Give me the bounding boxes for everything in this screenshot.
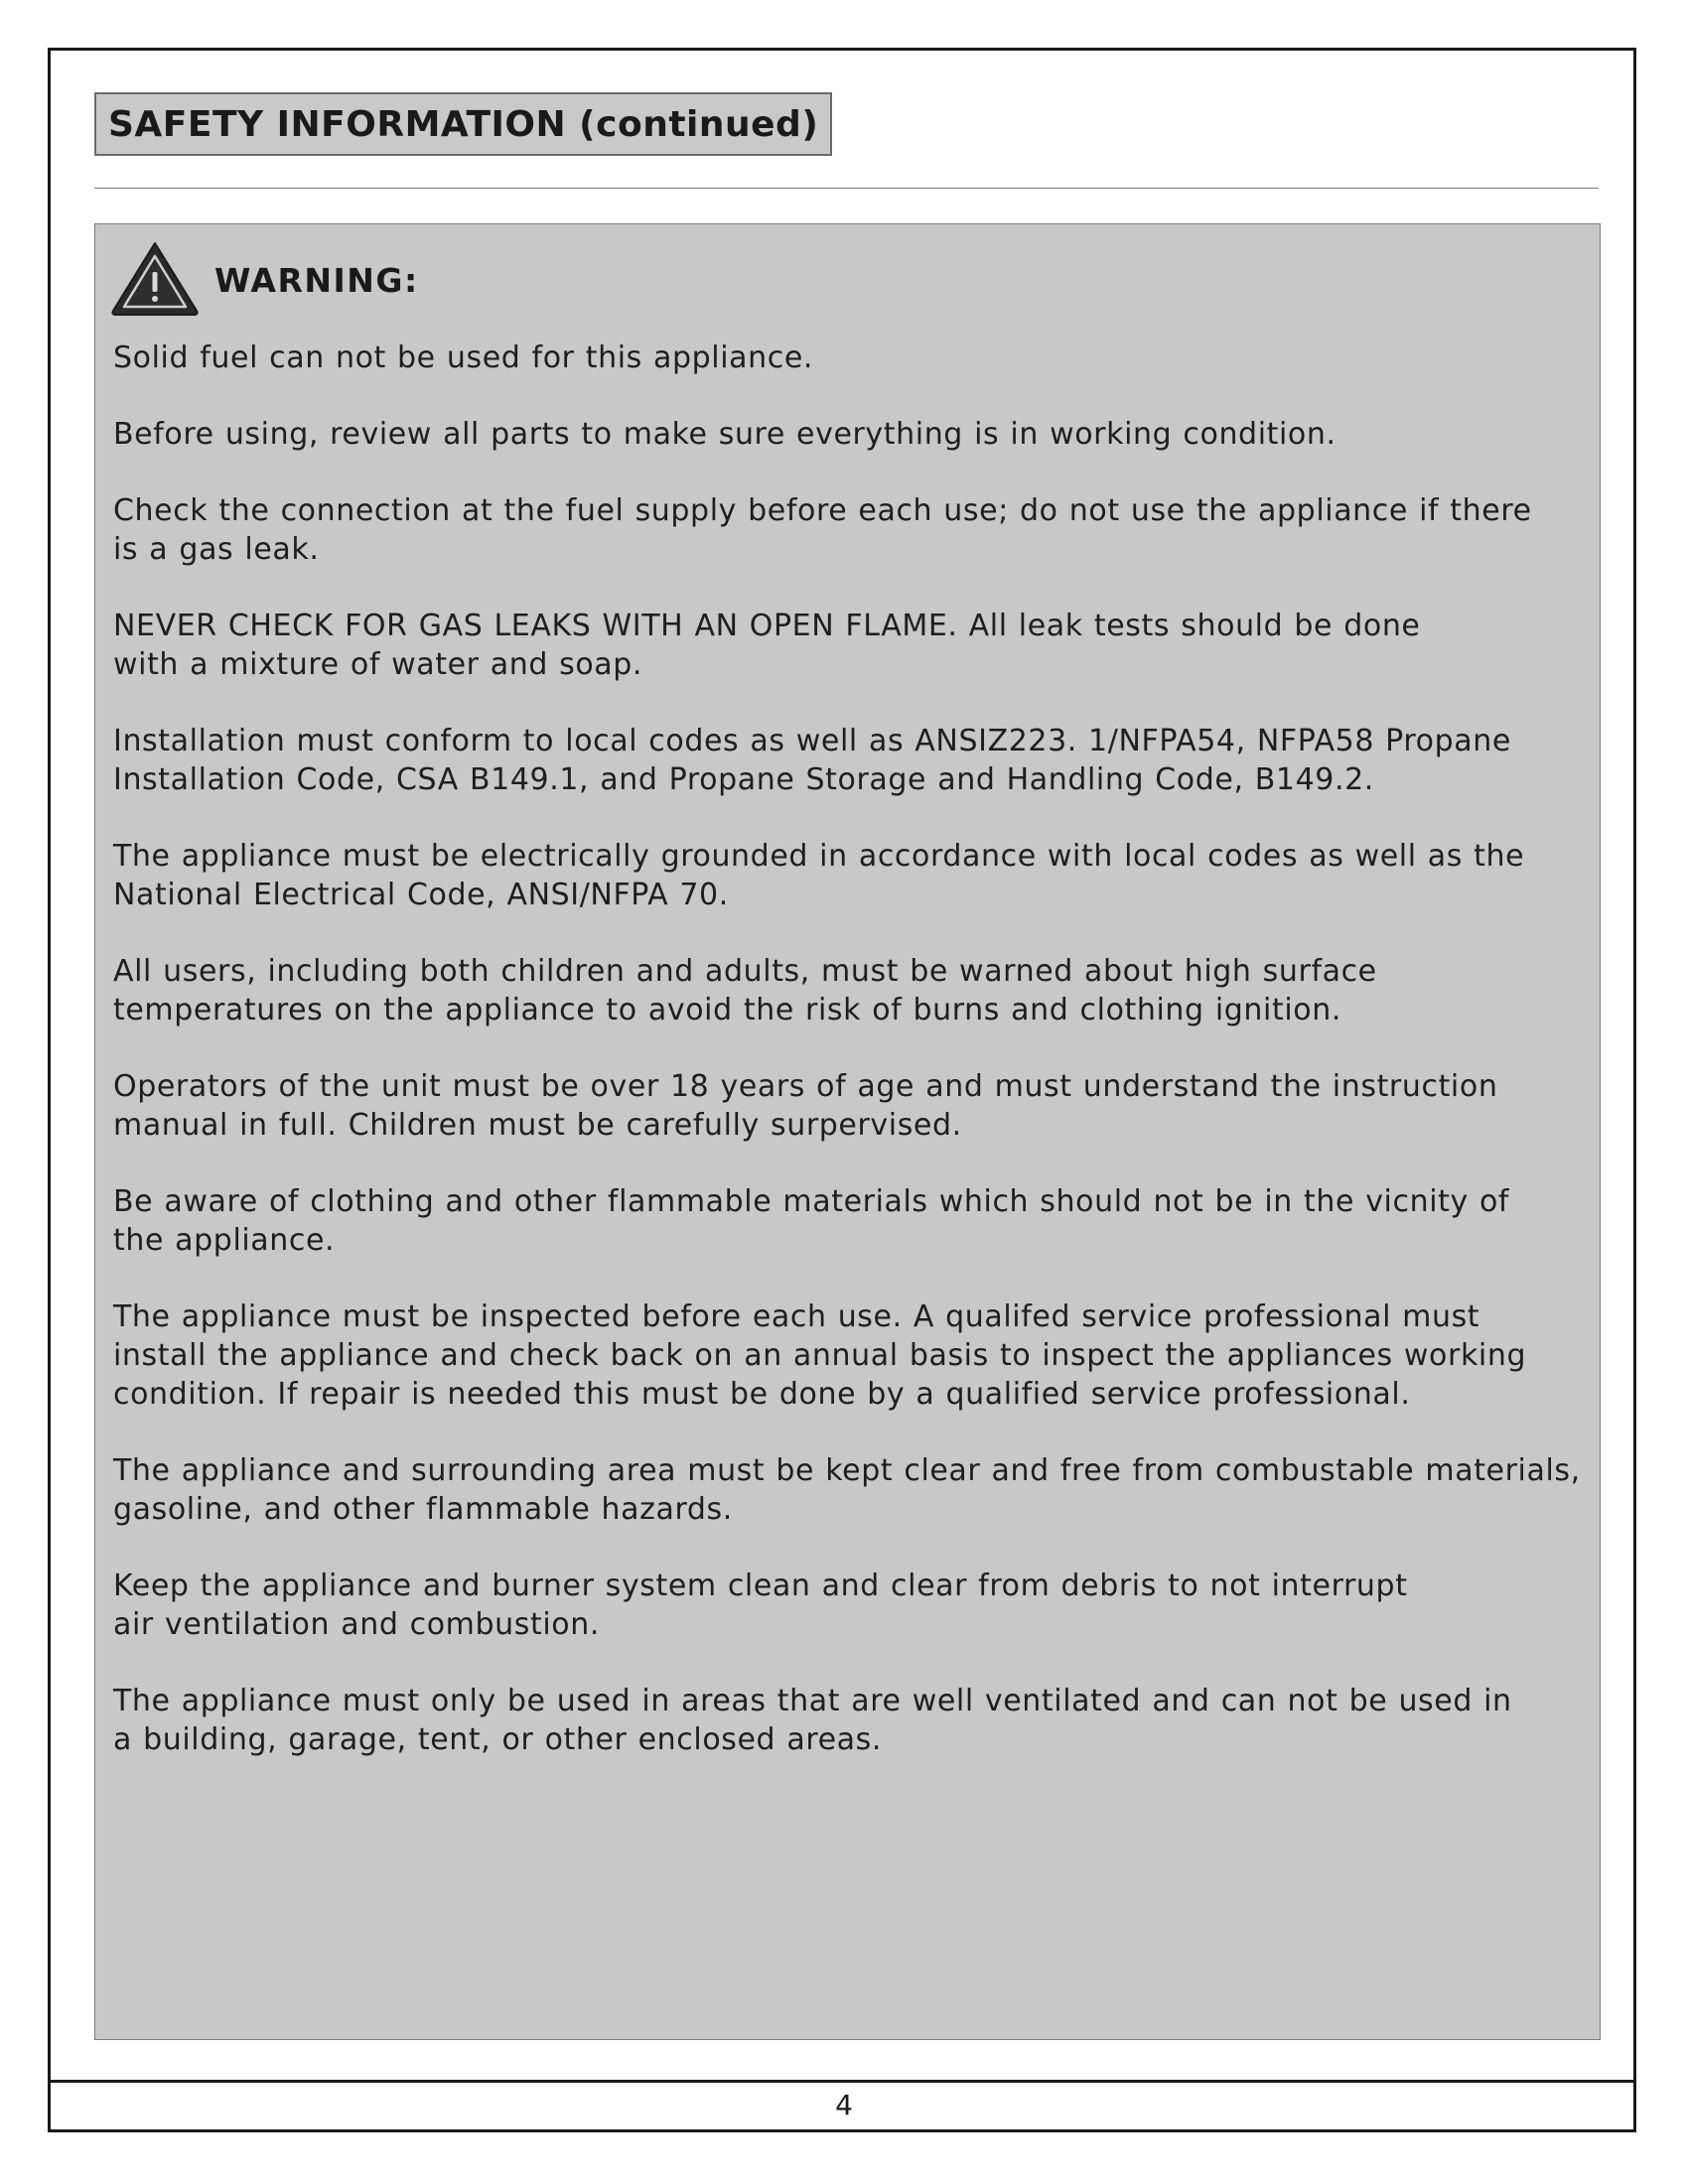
- warning-triangle-icon: [109, 239, 201, 317]
- warning-paragraph: The appliance must only be used in areas that are well ventilated and can not be used in a building, garage, tent, or other enclosed areas.: [113, 1684, 1512, 1757]
- warning-paragraph: Operators of the unit must be over 18 years of age and must understand the instruction manual in full. Children must be carefully surpervised.: [113, 1069, 1498, 1143]
- warning-paragraph: The appliance and surrounding area must be kept clear and free from combustable materials, gasoline, and other flammable hazards.: [113, 1453, 1581, 1527]
- warning-paragraph: All users, including both children and adults, must be warned about high surface temperatures on the appliance to avoid the risk of burns and clothing ignition.: [113, 954, 1377, 1027]
- section-title: SAFETY INFORMATION (continued): [108, 103, 819, 145]
- warning-paragraph: The appliance must be inspected before each use. A qualifed service professional must install the appliance and check back on an annual basis to inspect the appliances working condition. If repair is needed this must be done by a qualified service professional.: [113, 1299, 1527, 1412]
- warning-label: WARNING:: [214, 260, 419, 300]
- warning-paragraph: Installation must conform to local codes as well as ANSIZ223. 1/NFPA54, NFPA58 Propane Installation Code, CSA B149.1, and Propane Storage and Handling Code, B149.2.: [113, 724, 1511, 797]
- section-title-box: [94, 92, 832, 156]
- page-number: 4: [835, 2089, 853, 2121]
- warning-panel: [94, 223, 1601, 2040]
- warning-paragraph: NEVER CHECK FOR GAS LEAKS WITH AN OPEN FLAME. All leak tests should be done with a mixture of water and soap.: [113, 609, 1421, 682]
- warning-paragraph: The appliance must be electrically grounded in accordance with local codes as well as the National Electrical Code, ANSI/NFPA 70.: [113, 839, 1525, 912]
- warning-list: [113, 339, 1593, 1797]
- warning-header: [109, 239, 419, 317]
- footer-divider: [48, 2080, 1636, 2083]
- warning-paragraph: Be aware of clothing and other flammable materials which should not be in the vicnity of the appliance.: [113, 1184, 1510, 1258]
- header-divider: [94, 188, 1599, 189]
- warning-paragraph: Keep the appliance and burner system clean and clear from debris to not interrupt air ventilation and combustion.: [113, 1569, 1408, 1642]
- warning-paragraph: Solid fuel can not be used for this appliance.: [113, 341, 814, 375]
- warning-paragraph: Check the connection at the fuel supply before each use; do not use the appliance if there is a gas leak.: [113, 493, 1532, 567]
- warning-paragraph: Before using, review all parts to make sure everything is in working condition.: [113, 417, 1336, 452]
